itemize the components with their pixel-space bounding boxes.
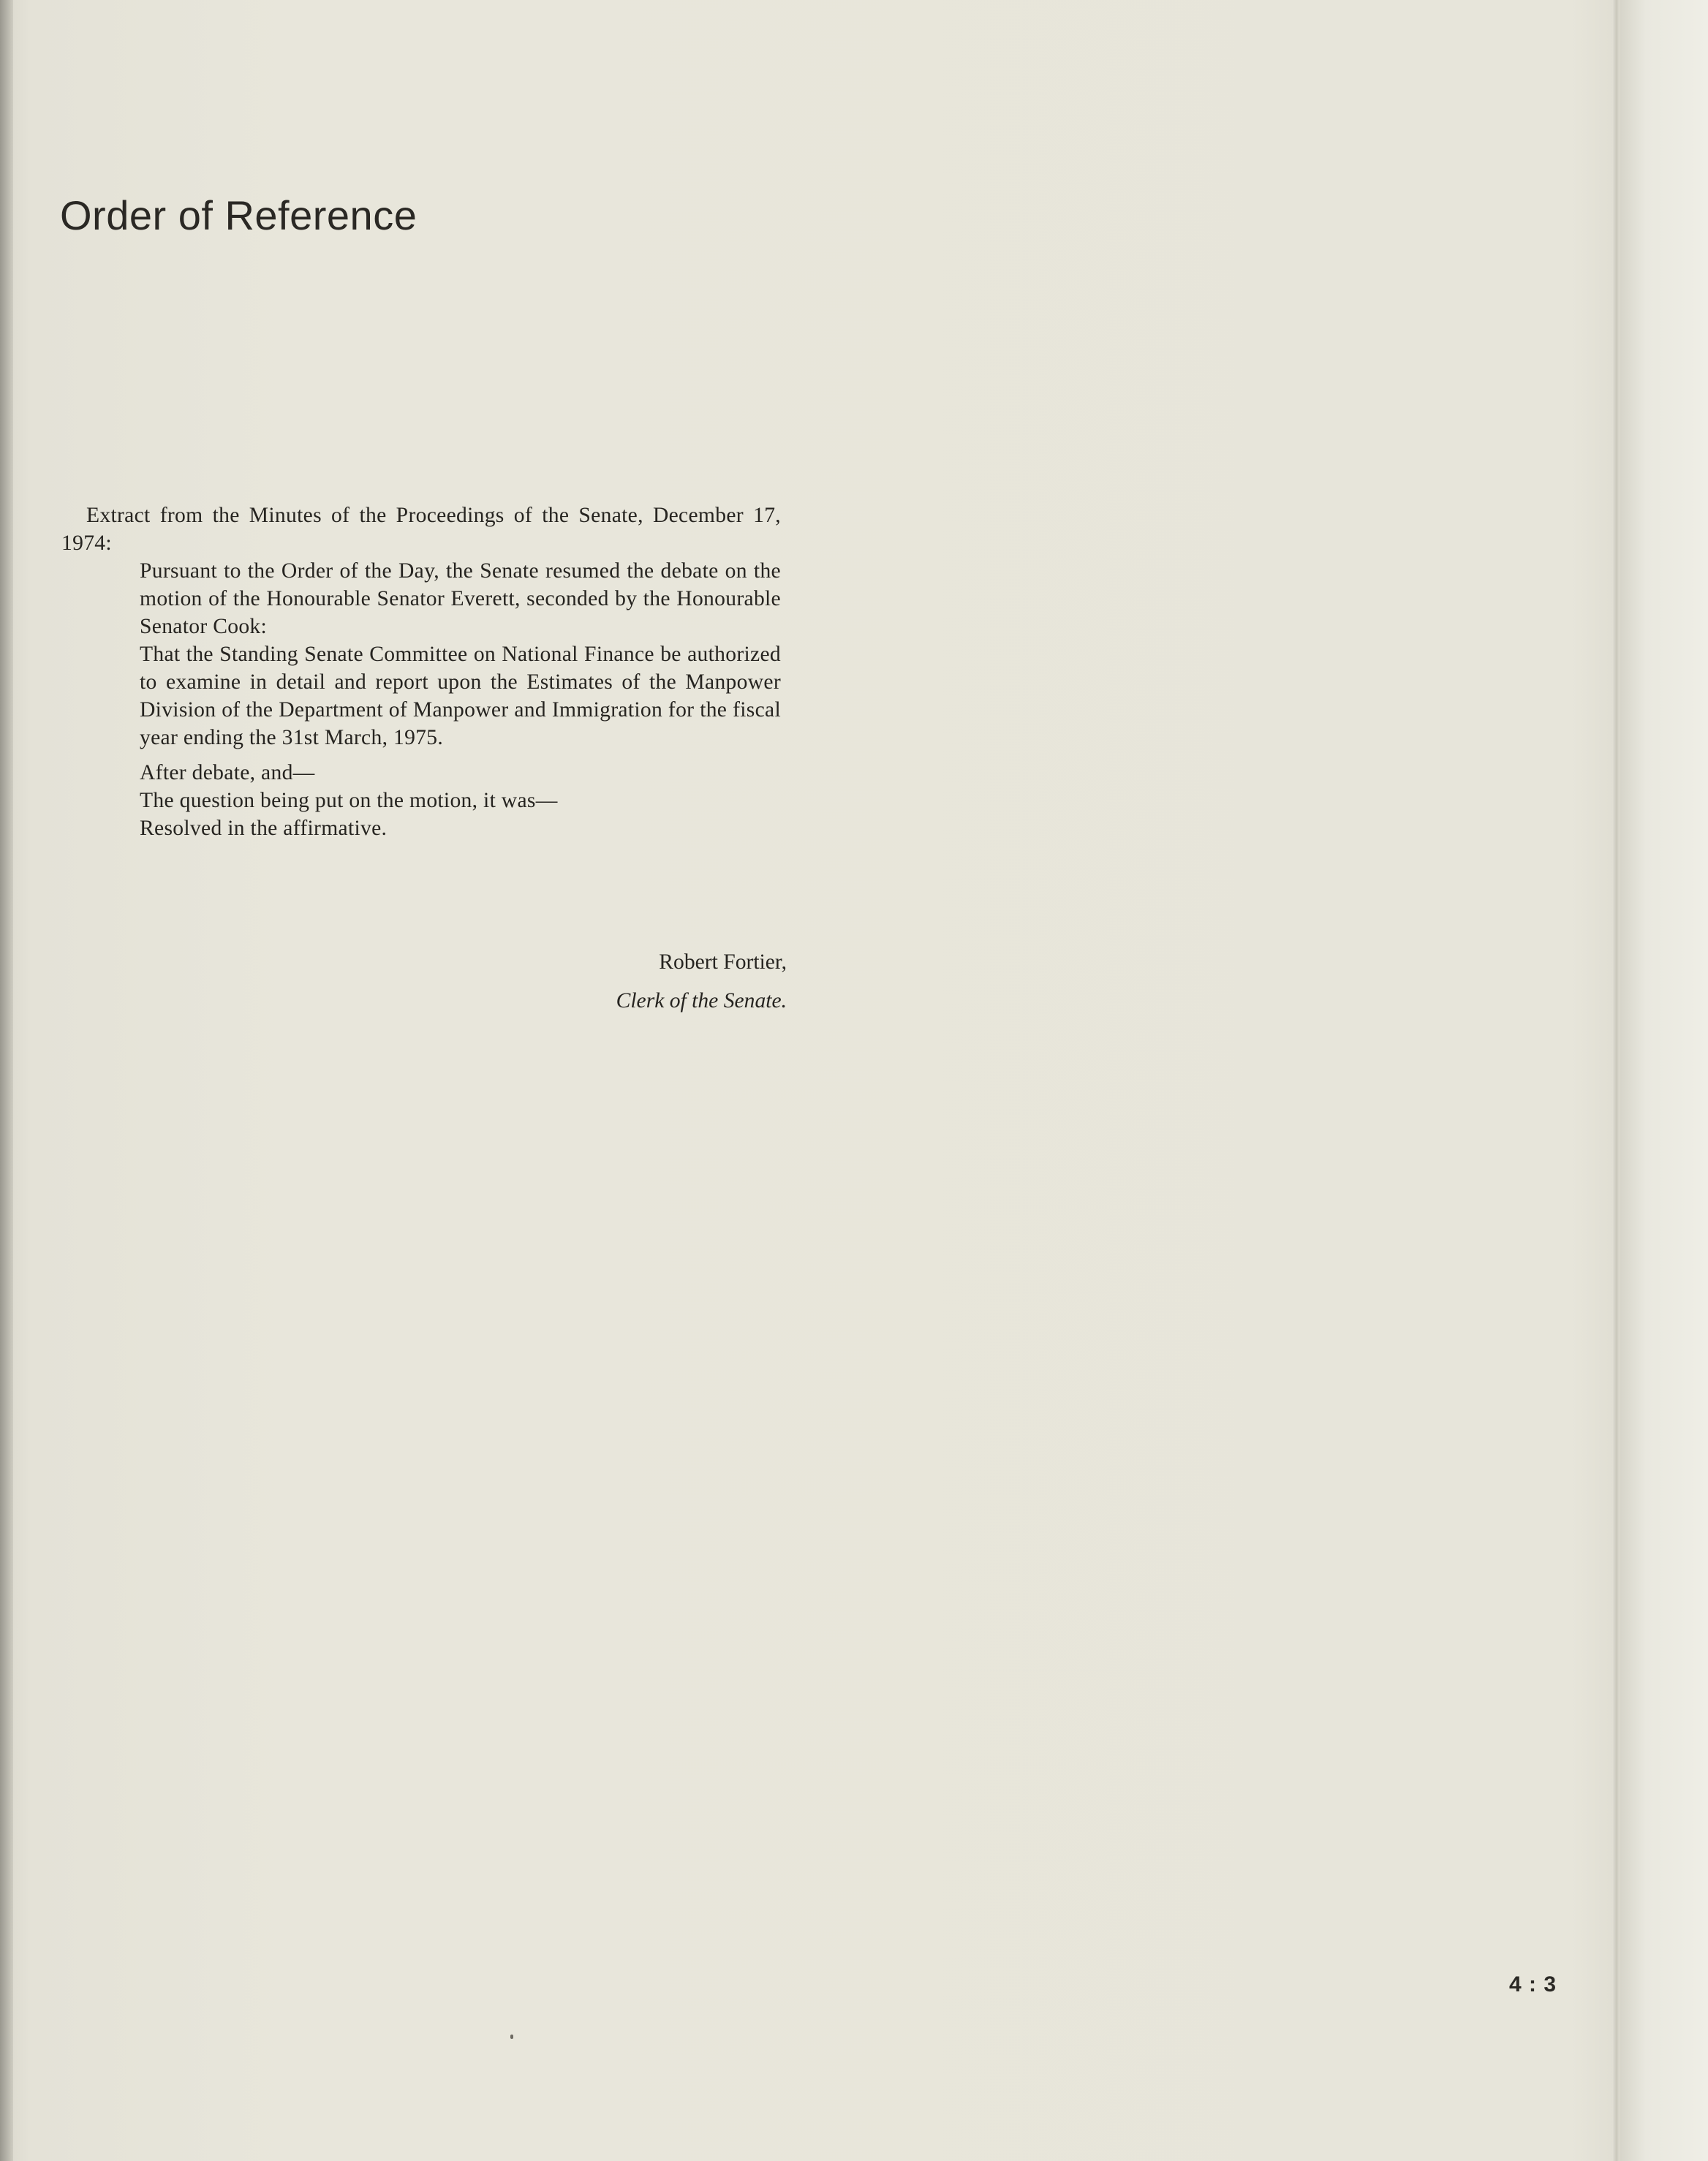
resolved-line: Resolved in the affirmative. [140,817,388,840]
motion-paragraph: Pursuant to the Order of the Day, the Senate resumed the debate on the motion of the Honourable Senator Everett, seconded by the Honourable Senator Cook: [140,559,781,638]
extract-intro: Extract from the Minutes of the Proceedings of the Senate, December 17, 1974: [61,504,781,555]
page-fold-shadow [1612,0,1620,2161]
adjacent-page-edge [1620,0,1708,2161]
resolution-paragraph: That the Standing Senate Committee on National Finance be authorized to examine in detail and report upon the Estimates of the Manpower Division of the Department of Manpower and Immigration for the fiscal year ending the 31st March, 1975. [140,643,781,749]
signatory-name: Robert Fortier, [659,950,787,974]
page-number: 4 : 3 [1509,1972,1557,1997]
signature-block [616,943,787,1021]
page-title: Order of Reference [60,192,417,238]
after-debate-line: After debate, and— [140,761,315,784]
paper-speck [510,2035,513,2039]
binding-edge [0,0,13,2161]
signatory-title: Clerk of the Senate. [616,989,787,1013]
extract-body [61,502,781,842]
question-line: The question being put on the motion, it was— [140,789,558,812]
